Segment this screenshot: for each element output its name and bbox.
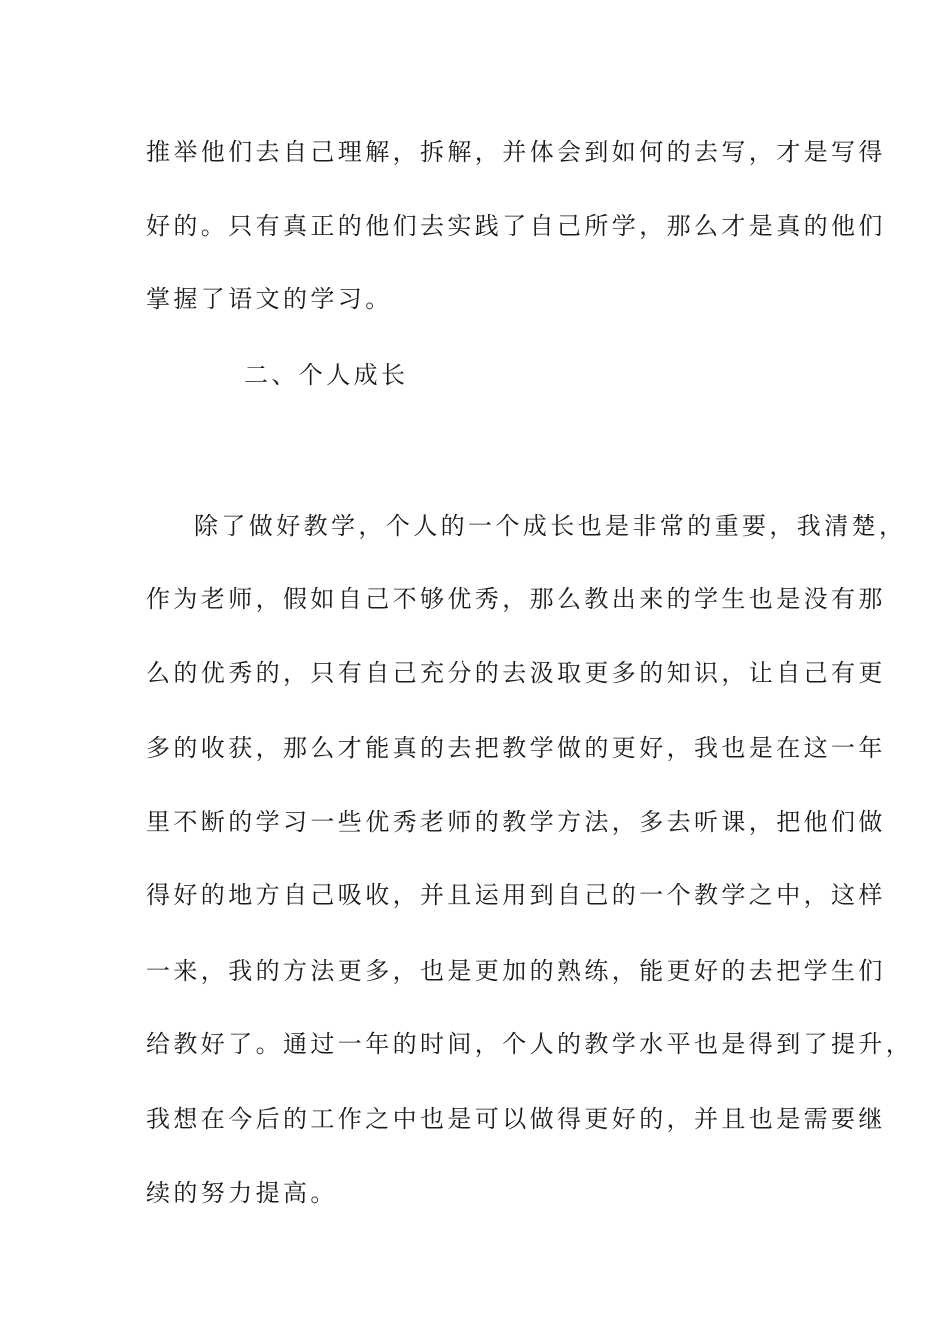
paragraph-line: 我想在今后的工作之中也是可以做得更好的，并且也是需要继 (146, 1105, 886, 1133)
paragraph-line: 除了做好教学，个人的一个成长也是非常的重要，我清楚， (194, 512, 907, 540)
paragraph-line: 给教好了。通过一年的时间，个人的教学水平也是得到了提升， (146, 1030, 914, 1058)
paragraph-line: 掌握了语文的学习。 (146, 285, 393, 313)
paragraph-line: 多的收获，那么才能真的去把教学做的更好，我也是在这一年 (146, 734, 886, 762)
section-heading: 二、个人成长 (244, 361, 409, 389)
paragraph-line: 么的优秀的，只有自己充分的去汲取更多的知识，让自己有更 (146, 659, 886, 687)
paragraph-line: 推举他们去自己理解，拆解，并体会到如何的去写，才是写得 (146, 138, 886, 166)
paragraph-line: 续的努力提高。 (146, 1179, 338, 1207)
paragraph-line: 得好的地方自己吸收，并且运用到自己的一个教学之中，这样 (146, 881, 886, 909)
paragraph-line: 里不断的学习一些优秀老师的教学方法，多去听课，把他们做 (146, 808, 886, 836)
paragraph-line: 一来，我的方法更多，也是更加的熟练，能更好的去把学生们 (146, 957, 886, 985)
paragraph-line: 作为老师，假如自己不够优秀，那么教出来的学生也是没有那 (146, 585, 886, 613)
paragraph-line: 好的。只有真正的他们去实践了自己所学，那么才是真的他们 (146, 212, 886, 240)
